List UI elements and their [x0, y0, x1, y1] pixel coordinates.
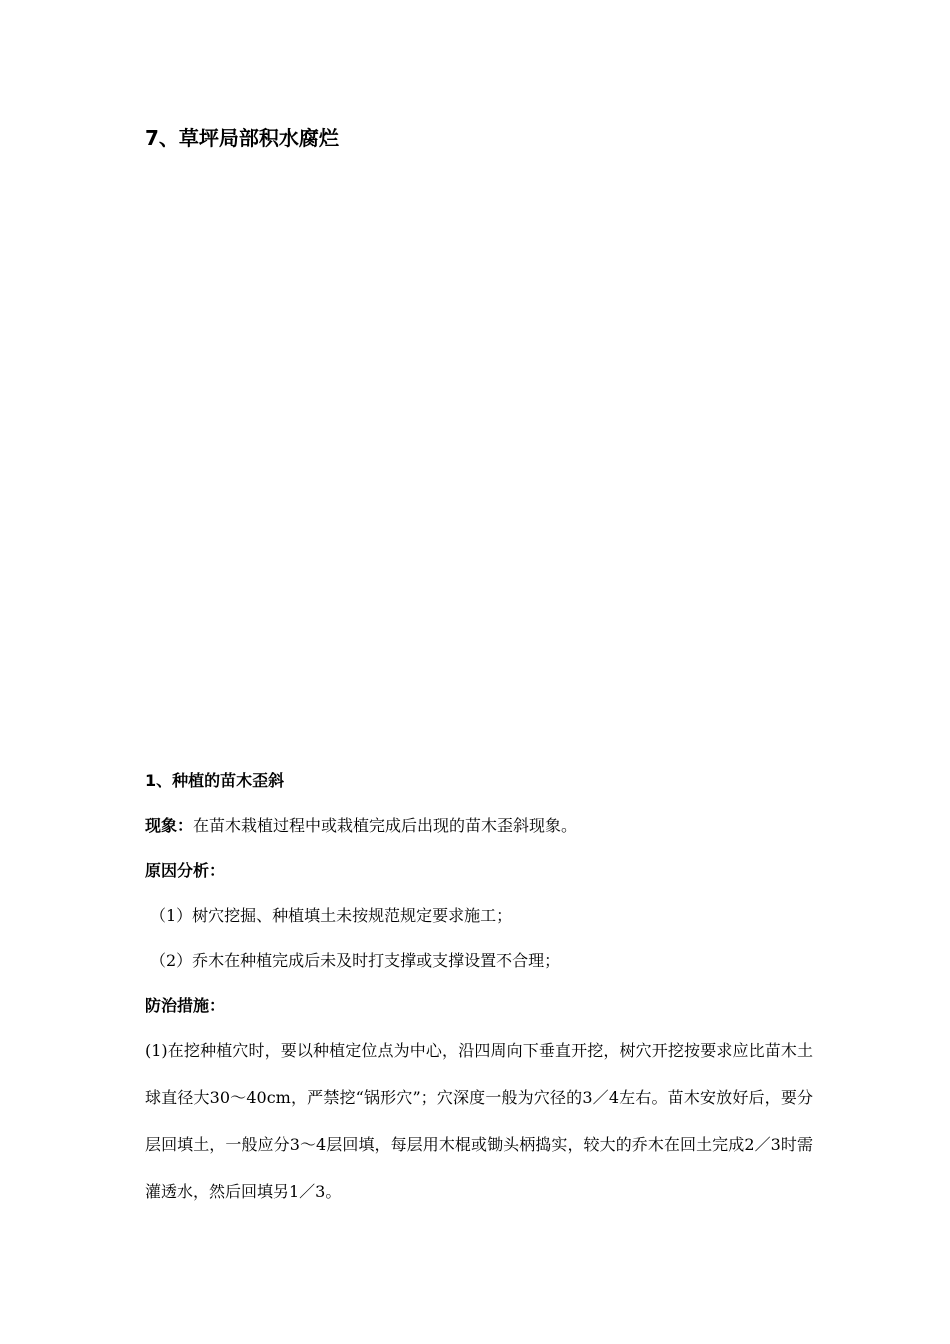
- section-heading: 1、种植的苗木歪斜: [145, 771, 285, 790]
- phenomenon-label: 现象：: [145, 816, 194, 835]
- measures-paragraph: (1)在挖种植穴时，要以种植定位点为中心，沿四周向下垂直开挖，树穴开挖按要求应比苗木土球直径大30～40cm，严禁挖“锅形穴”；穴深度一般为穴径的3／4左右。苗木安放好后，要分层回填土，一般应分3～4层回填，每层用木棍或锄头柄捣实，较大的乔木在回土完成2／3时需灌透水，然后回填另1／3。: [145, 1041, 813, 1201]
- phenomenon-line: [145, 813, 577, 836]
- cause-label: 原因分析：: [145, 861, 226, 880]
- cause-item: （2）乔木在种植完成后未及时打支撑或支撑设置不合理；: [150, 951, 561, 970]
- phenomenon-text: 在苗木栽植过程中或栽植完成后出现的苗木歪斜现象。: [193, 816, 578, 835]
- section-heading: 7、草坪局部积水腐烂: [145, 126, 339, 150]
- cause-item: （1）树穴挖掘、种植填土未按规范规定要求施工；: [150, 906, 513, 925]
- measures-label: 防治措施：: [145, 996, 226, 1015]
